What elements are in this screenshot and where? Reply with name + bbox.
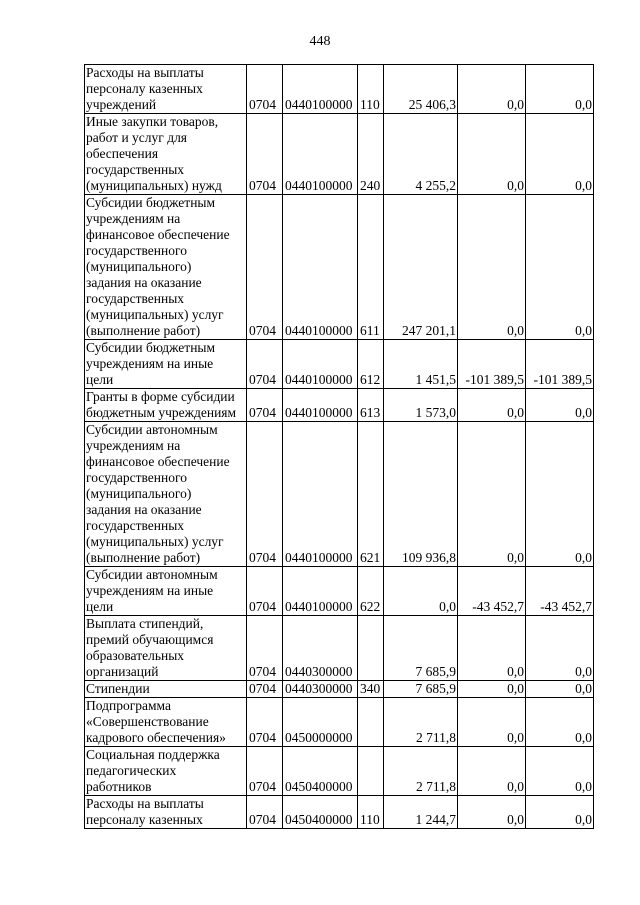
expense-name-cell bbox=[85, 389, 247, 422]
expense-name-line: премий обучающимся bbox=[86, 632, 214, 647]
expense-name-cell bbox=[85, 195, 247, 340]
change-cell-2: 0,0 bbox=[526, 698, 594, 747]
amount-cell: 7 685,9 bbox=[384, 681, 458, 698]
table-row bbox=[85, 340, 594, 389]
expense-name-cell bbox=[85, 567, 247, 616]
expense-type-cell bbox=[358, 747, 384, 796]
change-cell-2: 0,0 bbox=[526, 747, 594, 796]
expense-name-line: Расходы на выплаты bbox=[86, 796, 204, 811]
change-cell: 0,0 bbox=[458, 389, 526, 422]
budget-table-body bbox=[85, 65, 594, 829]
expense-name-line: учреждениям на иные bbox=[86, 356, 214, 371]
target-code-cell: 0440100000 bbox=[283, 114, 358, 195]
target-code-cell: 0440100000 bbox=[283, 195, 358, 340]
section-code-cell: 0704 bbox=[247, 567, 283, 616]
table-row bbox=[85, 422, 594, 567]
expense-name-line: обеспечения bbox=[86, 146, 159, 161]
amount-cell: 25 406,3 bbox=[384, 65, 458, 114]
section-code-cell: 0704 bbox=[247, 114, 283, 195]
expense-name-line: государственных bbox=[86, 291, 185, 306]
expense-name-line: учреждениям на иные bbox=[86, 583, 214, 598]
expense-name-line: Гранты в форме субсидии bbox=[86, 389, 235, 404]
expense-name-line: задания на оказание bbox=[86, 502, 202, 517]
expense-name-line: (муниципального) bbox=[86, 259, 192, 274]
expense-name-cell bbox=[85, 65, 247, 114]
amount-cell: 2 711,8 bbox=[384, 698, 458, 747]
expense-name-line: учреждениям на bbox=[86, 211, 181, 226]
expense-name-line: Социальная поддержка bbox=[86, 747, 220, 762]
section-code-cell: 0704 bbox=[247, 796, 283, 829]
change-cell: -43 452,7 bbox=[458, 567, 526, 616]
section-code-cell: 0704 bbox=[247, 195, 283, 340]
target-code-cell: 0450400000 bbox=[283, 747, 358, 796]
amount-cell: 4 255,2 bbox=[384, 114, 458, 195]
page-number: 448 bbox=[309, 34, 331, 49]
table-row bbox=[85, 796, 594, 829]
expense-type-cell: 340 bbox=[358, 681, 384, 698]
expense-name-line: кадрового обеспечения» bbox=[86, 730, 226, 745]
change-cell-2: 0,0 bbox=[526, 422, 594, 567]
expense-name-line: цели bbox=[86, 372, 114, 387]
expense-name-line: Субсидии бюджетным bbox=[86, 195, 216, 210]
expense-type-cell: 621 bbox=[358, 422, 384, 567]
change-cell: 0,0 bbox=[458, 195, 526, 340]
expense-name-line: государственного bbox=[86, 243, 187, 258]
expense-name-line: Подпрограмма bbox=[86, 698, 171, 713]
expense-name-line: Выплата стипендий, bbox=[86, 616, 204, 631]
expense-name-cell bbox=[85, 681, 247, 698]
target-code-cell: 0440300000 bbox=[283, 616, 358, 681]
amount-cell: 2 711,8 bbox=[384, 747, 458, 796]
expense-name-line: Субсидии бюджетным bbox=[86, 340, 216, 355]
expense-name-cell bbox=[85, 747, 247, 796]
change-cell: 0,0 bbox=[458, 616, 526, 681]
target-code-cell: 0440100000 bbox=[283, 65, 358, 114]
change-cell: 0,0 bbox=[458, 796, 526, 829]
change-cell: 0,0 bbox=[458, 747, 526, 796]
budget-table bbox=[84, 64, 594, 829]
expense-name-line: персоналу казенных bbox=[86, 812, 203, 827]
expense-name-cell bbox=[85, 796, 247, 829]
change-cell-2: 0,0 bbox=[526, 796, 594, 829]
table-row bbox=[85, 195, 594, 340]
expense-name-line: (выполнение работ) bbox=[86, 550, 201, 565]
expense-name-cell bbox=[85, 698, 247, 747]
expense-name-line: государственных bbox=[86, 518, 185, 533]
expense-name-line: «Совершенствование bbox=[86, 714, 209, 729]
expense-name-line: финансовое обеспечение bbox=[86, 227, 230, 242]
expense-name-line: (муниципальных) нужд bbox=[86, 178, 222, 193]
expense-type-cell bbox=[358, 698, 384, 747]
amount-cell: 7 685,9 bbox=[384, 616, 458, 681]
expense-name-line: организаций bbox=[86, 664, 159, 679]
section-code-cell: 0704 bbox=[247, 389, 283, 422]
change-cell-2: -43 452,7 bbox=[526, 567, 594, 616]
amount-cell: 109 936,8 bbox=[384, 422, 458, 567]
amount-cell: 1 573,0 bbox=[384, 389, 458, 422]
expense-name-line: (муниципального) bbox=[86, 486, 192, 501]
expense-name-line: Субсидии автономным bbox=[86, 567, 218, 582]
expense-name-line: учреждений bbox=[86, 97, 157, 112]
expense-type-cell: 110 bbox=[358, 65, 384, 114]
expense-name-line: Иные закупки товаров, bbox=[86, 114, 219, 129]
section-code-cell: 0704 bbox=[247, 616, 283, 681]
target-code-cell: 0440100000 bbox=[283, 422, 358, 567]
expense-type-cell: 611 bbox=[358, 195, 384, 340]
change-cell: 0,0 bbox=[458, 422, 526, 567]
table-row bbox=[85, 567, 594, 616]
table-row bbox=[85, 698, 594, 747]
expense-type-cell: 240 bbox=[358, 114, 384, 195]
expense-name-cell bbox=[85, 340, 247, 389]
expense-name-line: персоналу казенных bbox=[86, 81, 203, 96]
expense-name-cell bbox=[85, 616, 247, 681]
target-code-cell: 0450000000 bbox=[283, 698, 358, 747]
expense-name-line: работников bbox=[86, 779, 152, 794]
target-code-cell: 0440100000 bbox=[283, 389, 358, 422]
expense-name-line: (выполнение работ) bbox=[86, 323, 201, 338]
expense-name-line: цели bbox=[86, 599, 114, 614]
section-code-cell: 0704 bbox=[247, 747, 283, 796]
amount-cell: 0,0 bbox=[384, 567, 458, 616]
section-code-cell: 0704 bbox=[247, 422, 283, 567]
expense-type-cell: 110 bbox=[358, 796, 384, 829]
change-cell-2: 0,0 bbox=[526, 65, 594, 114]
table-row bbox=[85, 747, 594, 796]
expense-type-cell: 612 bbox=[358, 340, 384, 389]
change-cell-2: 0,0 bbox=[526, 681, 594, 698]
expense-name-cell bbox=[85, 422, 247, 567]
expense-name-line: бюджетным учреждениям bbox=[86, 405, 237, 420]
change-cell: 0,0 bbox=[458, 65, 526, 114]
expense-type-cell: 622 bbox=[358, 567, 384, 616]
target-code-cell: 0450400000 bbox=[283, 796, 358, 829]
expense-name-cell bbox=[85, 114, 247, 195]
expense-name-line: государственных bbox=[86, 162, 185, 177]
table-row bbox=[85, 65, 594, 114]
expense-name-line: (муниципальных) услуг bbox=[86, 534, 224, 549]
expense-name-line: Стипендии bbox=[86, 681, 150, 696]
expense-name-line: Субсидии автономным bbox=[86, 422, 218, 437]
table-row bbox=[85, 681, 594, 698]
expense-name-line: учреждениям на bbox=[86, 438, 181, 453]
target-code-cell: 0440100000 bbox=[283, 340, 358, 389]
section-code-cell: 0704 bbox=[247, 681, 283, 698]
expense-name-line: государственного bbox=[86, 470, 187, 485]
expense-name-line: Расходы на выплаты bbox=[86, 65, 204, 80]
change-cell: 0,0 bbox=[458, 681, 526, 698]
change-cell-2: 0,0 bbox=[526, 616, 594, 681]
expense-name-line: образовательных bbox=[86, 648, 185, 663]
expense-name-line: педагогических bbox=[86, 763, 177, 778]
change-cell: 0,0 bbox=[458, 698, 526, 747]
change-cell: 0,0 bbox=[458, 114, 526, 195]
expense-name-line: финансовое обеспечение bbox=[86, 454, 230, 469]
table-row bbox=[85, 616, 594, 681]
section-code-cell: 0704 bbox=[247, 340, 283, 389]
section-code-cell: 0704 bbox=[247, 698, 283, 747]
amount-cell: 247 201,1 bbox=[384, 195, 458, 340]
section-code-cell: 0704 bbox=[247, 65, 283, 114]
change-cell-2: 0,0 bbox=[526, 114, 594, 195]
target-code-cell: 0440100000 bbox=[283, 567, 358, 616]
expense-type-cell: 613 bbox=[358, 389, 384, 422]
amount-cell: 1 244,7 bbox=[384, 796, 458, 829]
expense-name-line: (муниципальных) услуг bbox=[86, 307, 224, 322]
table-row bbox=[85, 389, 594, 422]
change-cell: -101 389,5 bbox=[458, 340, 526, 389]
expense-name-line: работ и услуг для bbox=[86, 130, 188, 145]
expense-type-cell bbox=[358, 616, 384, 681]
table-row bbox=[85, 114, 594, 195]
target-code-cell: 0440300000 bbox=[283, 681, 358, 698]
amount-cell: 1 451,5 bbox=[384, 340, 458, 389]
change-cell-2: 0,0 bbox=[526, 389, 594, 422]
expense-name-line: задания на оказание bbox=[86, 275, 202, 290]
change-cell-2: -101 389,5 bbox=[526, 340, 594, 389]
change-cell-2: 0,0 bbox=[526, 195, 594, 340]
